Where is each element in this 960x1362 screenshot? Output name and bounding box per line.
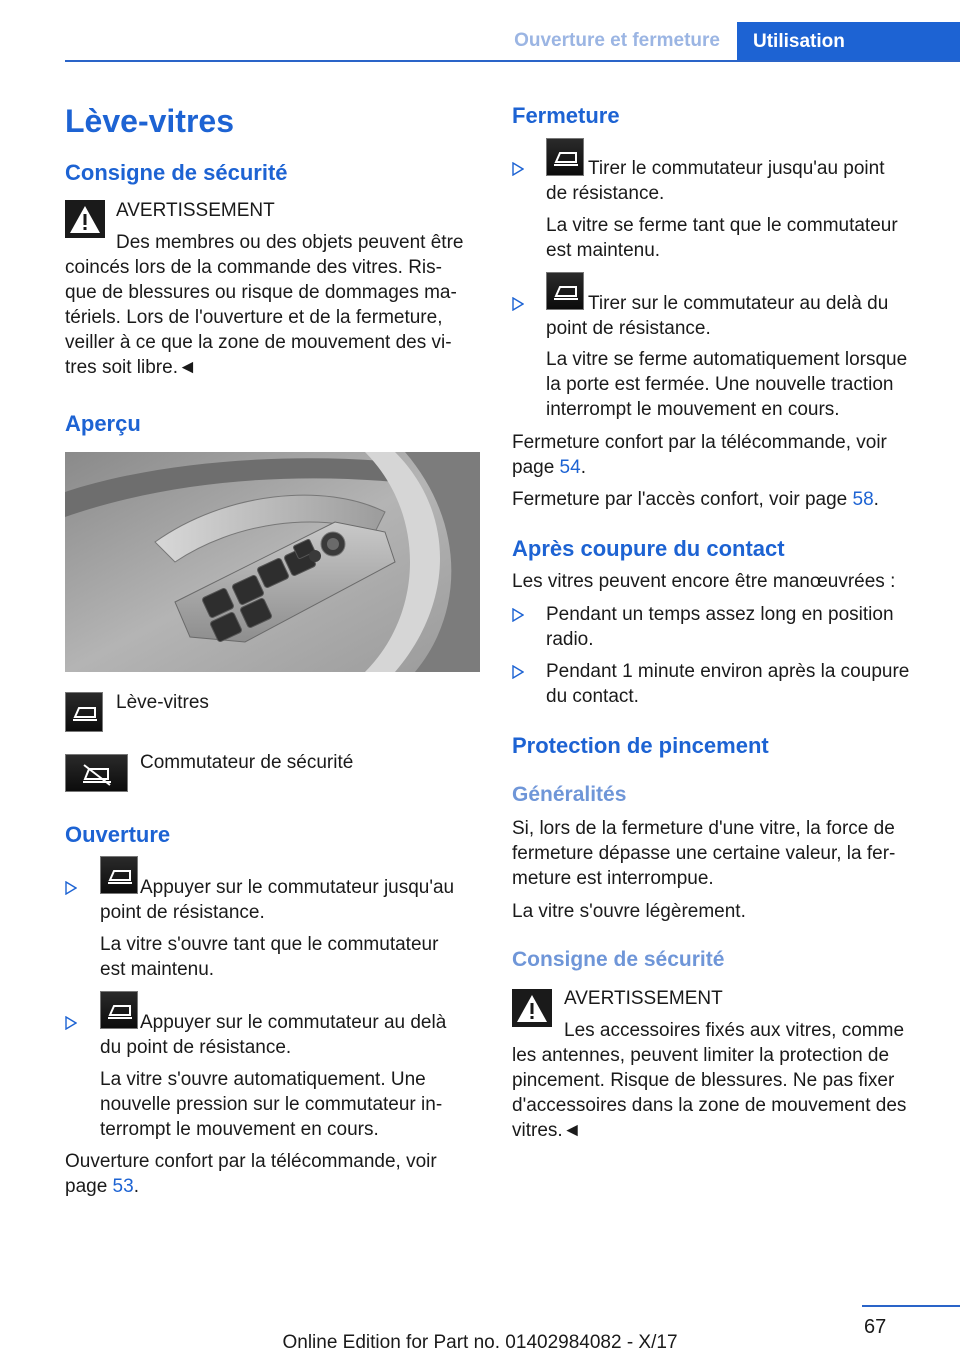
warning-icon xyxy=(512,989,552,1027)
ref-suffix: . xyxy=(580,457,586,478)
list-item-text: Pendant un temps assez long en position xyxy=(546,604,894,625)
warning-label: AVERTISSEMENT xyxy=(116,200,275,221)
closing-step-text: point de résistance. xyxy=(546,318,711,339)
bullet-triangle-icon xyxy=(512,665,524,679)
general-text-line: La vitre s'ouvre légèrement. xyxy=(512,901,746,922)
closing-heading: Fermeture xyxy=(512,103,620,128)
warning-text-line: d'accessoires dans la zone de mouvement des xyxy=(512,1095,907,1116)
list-item-text: du contact. xyxy=(546,686,639,707)
general-text-line: Si, lors de la fermeture d'une vitre, la force de xyxy=(512,818,895,839)
header-chapter-tab: Utilisation xyxy=(737,22,960,62)
warning-text-line: les antennes, peuvent limiter la protection de xyxy=(512,1045,890,1066)
closing-step-text: la porte est fermée. Une nouvelle traction xyxy=(546,374,894,395)
header-rule xyxy=(65,60,960,62)
opening-step-text: La vitre s'ouvre automatiquement. Une xyxy=(100,1069,426,1090)
window-switch-icon xyxy=(546,138,584,176)
closing-step-text: Tirer sur le commutateur au delà du xyxy=(588,293,889,314)
closing-step-text: Tirer le commutateur jusqu'au point xyxy=(588,158,885,179)
ref-prefix: page xyxy=(512,457,560,478)
opening-step-text: est maintenu. xyxy=(100,959,215,980)
opening-step-text: La vitre s'ouvre tant que le commutateur xyxy=(100,934,439,955)
legend-safety-label: Commutateur de sécurité xyxy=(140,752,354,773)
ref-prefix: Fermeture par l'accès confort, voir page xyxy=(512,489,853,510)
pinch-protection-heading: Protection de pincement xyxy=(512,733,769,758)
warning-text-line: veiller à ce que la zone de mouvement des vi- xyxy=(65,332,452,353)
general-heading: Généralités xyxy=(512,783,627,806)
page-link[interactable]: 54 xyxy=(559,457,581,478)
comfort-open-ref xyxy=(65,1174,139,1199)
warning-text-line: coincés lors de la commande des vitres. Ris- xyxy=(65,257,442,278)
warning-text-line: que de blessures ou risque de dommages ma- xyxy=(65,282,457,303)
opening-step-text: point de résistance. xyxy=(100,902,265,923)
ref-suffix: . xyxy=(133,1176,139,1197)
safety-switch-icon xyxy=(65,754,128,792)
warning-text-line: Les accessoires fixés aux vitres, comme xyxy=(564,1020,905,1041)
closing-step-text: est maintenu. xyxy=(546,240,661,261)
footer-rule xyxy=(862,1305,960,1307)
window-switch-photo xyxy=(65,452,480,672)
opening-step-text: du point de résistance. xyxy=(100,1037,292,1058)
warning-label: AVERTISSEMENT xyxy=(564,988,723,1009)
list-item-text: radio. xyxy=(546,629,594,650)
window-switch-icon xyxy=(546,272,584,310)
window-switch-icon xyxy=(100,991,138,1029)
comfort-access-ref xyxy=(512,487,879,512)
general-text-line: fermeture dépasse une certaine valeur, la fer- xyxy=(512,843,896,864)
opening-step-text: Appuyer sur le commutateur au delà xyxy=(140,1012,447,1033)
warning-text-line: tériels. Lors de l'ouverture et de la fermeture, xyxy=(65,307,443,328)
comfort-close-ref xyxy=(512,455,586,480)
ref-prefix: page xyxy=(65,1176,113,1197)
general-text-line: meture est interrompue. xyxy=(512,868,714,889)
edition-note: Online Edition for Part no. 01402984082 - X/17 xyxy=(282,1332,678,1353)
ref-suffix: . xyxy=(873,489,879,510)
bullet-triangle-icon xyxy=(512,162,524,176)
window-switch-icon xyxy=(65,692,103,732)
page-title: Lève-vitres xyxy=(65,103,234,139)
page-link[interactable]: 53 xyxy=(112,1176,134,1197)
safety-heading: Consigne de sécurité xyxy=(65,160,288,185)
warning-text-line: vitres.◄ xyxy=(512,1120,582,1141)
legend-window-label: Lève-vitres xyxy=(116,692,209,713)
bullet-triangle-icon xyxy=(512,297,524,311)
list-item-text: Pendant 1 minute environ après la coupure xyxy=(546,661,910,682)
closing-step-text: La vitre se ferme tant que le commutateur xyxy=(546,215,898,236)
safety-heading: Consigne de sécurité xyxy=(512,948,725,971)
header-section-title: Ouverture et fermeture xyxy=(514,30,720,51)
comfort-open-text: Ouverture confort par la télécommande, voir xyxy=(65,1151,437,1172)
warning-text-line: pincement. Risque de blessures. Ne pas fixer xyxy=(512,1070,895,1091)
opening-step-text: Appuyer sur le commutateur jusqu'au xyxy=(140,877,455,898)
overview-heading: Aperçu xyxy=(65,411,141,436)
opening-step-text: terrompt le mouvement en cours. xyxy=(100,1119,379,1140)
closing-step-text: interrompt le mouvement en cours. xyxy=(546,399,840,420)
warning-text-line: Des membres ou des objets peuvent être xyxy=(116,232,464,253)
bullet-triangle-icon xyxy=(512,608,524,622)
page-link[interactable]: 58 xyxy=(852,489,874,510)
page-number: 67 xyxy=(864,1316,887,1338)
after-ignition-intro: Les vitres peuvent encore être manœuvrées : xyxy=(512,571,896,592)
bullet-triangle-icon xyxy=(65,881,77,895)
opening-heading: Ouverture xyxy=(65,822,171,847)
closing-step-text: La vitre se ferme automatiquement lorsque xyxy=(546,349,908,370)
opening-step-text: nouvelle pression sur le commutateur in- xyxy=(100,1094,443,1115)
bullet-triangle-icon xyxy=(65,1016,77,1030)
warning-text-line: tres soit libre.◄ xyxy=(65,357,197,378)
after-ignition-heading: Après coupure du contact xyxy=(512,536,785,561)
comfort-close-text: Fermeture confort par la télécommande, voir xyxy=(512,432,887,453)
closing-step-text: de résistance. xyxy=(546,183,665,204)
window-switch-icon xyxy=(100,856,138,894)
warning-icon xyxy=(65,200,105,238)
